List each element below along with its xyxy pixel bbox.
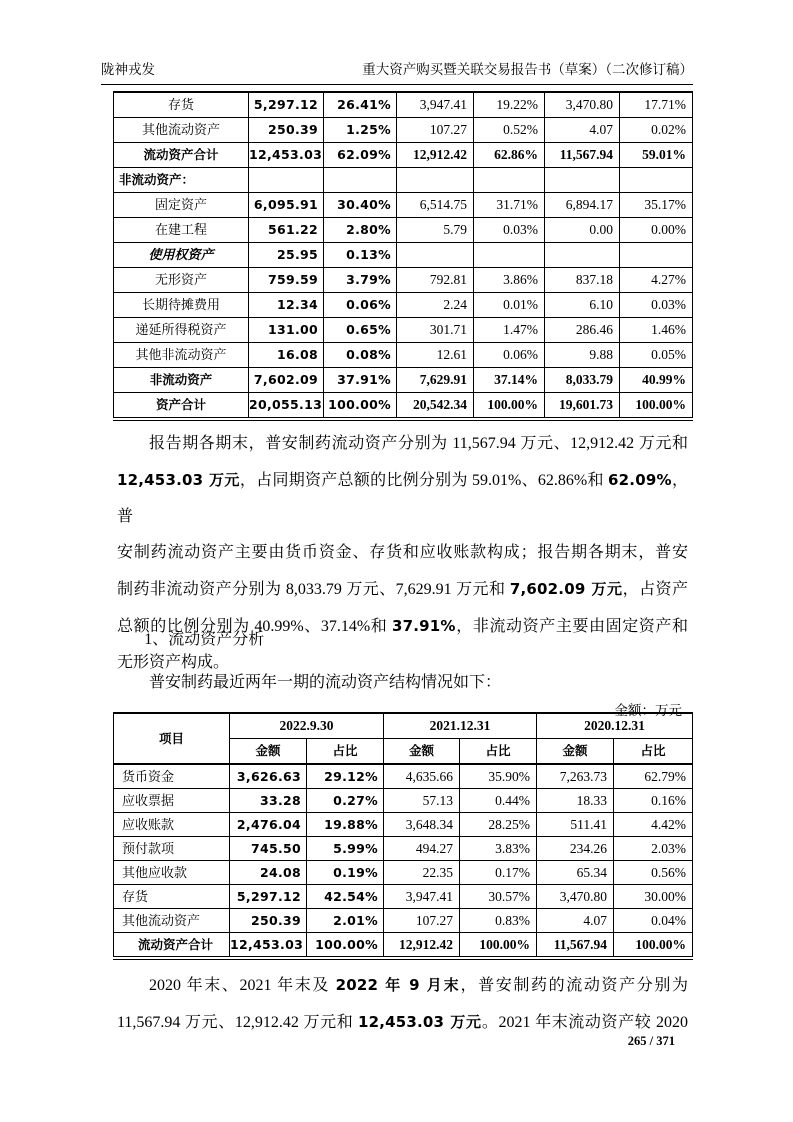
table-cell: 250.39	[230, 909, 307, 933]
page-number: 265 / 371	[627, 1034, 675, 1048]
col-header-period-2022: 2022.9.30	[230, 713, 384, 739]
table-cell: 17.71%	[620, 92, 693, 118]
table-cell: 12,453.03	[230, 933, 307, 959]
col-header-ratio: 占比	[460, 739, 537, 765]
table-cell: 511.41	[537, 813, 614, 837]
table-cell: 26.41%	[324, 92, 397, 118]
table-cell: 30.57%	[460, 885, 537, 909]
table-cell: 12.34	[249, 293, 324, 318]
table-row	[114, 318, 693, 343]
table-row	[114, 764, 693, 789]
table-cell: 6,095.91	[249, 193, 324, 218]
table-cell: 6,894.17	[545, 193, 620, 218]
table-cell: 234.26	[537, 837, 614, 861]
table-cell: 3.79%	[324, 268, 397, 293]
table-cell: 100.00%	[324, 393, 397, 420]
row-label: 其他流动资产	[114, 909, 230, 933]
paragraph-line: 安制药流动资产主要由货币资金、存货和应收账款构成；报告期各期末，普安	[117, 544, 688, 561]
table-cell: 12,912.42	[384, 933, 460, 959]
table-cell: 4.42%	[614, 813, 693, 837]
table-cell: 5.99%	[307, 837, 384, 861]
row-label: 长期待摊费用	[114, 293, 249, 318]
table-cell: 3,947.41	[397, 92, 474, 118]
table-cell: 100.00%	[460, 933, 537, 959]
table-cell: 4.27%	[620, 268, 693, 293]
table-cell: 6.10	[545, 293, 620, 318]
table-cell	[474, 243, 545, 268]
table-cell: 7,629.91	[397, 368, 474, 393]
row-label: 货币资金	[114, 764, 230, 789]
table-cell: 57.13	[384, 789, 460, 813]
current-assets-table-body	[114, 764, 693, 958]
table-cell: 22.35	[384, 861, 460, 885]
asset-structure-table	[113, 91, 693, 421]
table-row	[114, 789, 693, 813]
col-header-period-2021: 2021.12.31	[384, 713, 537, 739]
table-cell: 31.71%	[474, 193, 545, 218]
table-cell	[397, 168, 474, 193]
table-cell: 12,453.03	[249, 143, 324, 168]
table-cell: 20,055.13	[249, 393, 324, 420]
table-cell: 0.06%	[324, 293, 397, 318]
table-row	[114, 837, 693, 861]
unit-label: 金额：万元	[614, 703, 682, 718]
table-cell: 19,601.73	[545, 393, 620, 420]
table-cell: 40.99%	[620, 368, 693, 393]
table-cell: 0.05%	[620, 343, 693, 368]
paragraph-line: 12,453.03 万元，占同期资产总额的比例分别为 59.01%、62.86%和 62.09%，普	[117, 471, 688, 525]
table-row	[114, 909, 693, 933]
table-cell: 0.00	[545, 218, 620, 243]
table-row	[114, 193, 693, 218]
table-cell: 286.46	[545, 318, 620, 343]
closing-paragraph	[117, 967, 688, 1041]
table-cell	[545, 243, 620, 268]
row-label: 流动资产合计	[114, 933, 230, 959]
col-header-ratio: 占比	[614, 739, 693, 765]
col-header-item: 项目	[114, 713, 230, 764]
table-cell: 35.90%	[460, 764, 537, 789]
asset-structure-table-body	[114, 92, 693, 419]
table-cell: 29.12%	[307, 764, 384, 789]
table-cell: 12.61	[397, 343, 474, 368]
table-cell: 3,470.80	[537, 885, 614, 909]
table-cell: 0.06%	[474, 343, 545, 368]
table-cell: 20,542.34	[397, 393, 474, 420]
table-cell: 11,567.94	[537, 933, 614, 959]
paragraph-line: 11,567.94 万元、12,912.42 万元和 12,453.03 万元。2021 年末流动资产较 2020	[117, 1013, 688, 1031]
table-cell: 0.03%	[620, 293, 693, 318]
table-cell: 3,947.41	[384, 885, 460, 909]
table-cell: 0.16%	[614, 789, 693, 813]
table-cell: 0.13%	[324, 243, 397, 268]
row-label: 应收账款	[114, 813, 230, 837]
table-row	[114, 885, 693, 909]
table-cell: 5,297.12	[230, 885, 307, 909]
section-intro: 普安制药最近两年一期的流动资产结构情况如下：	[149, 674, 502, 691]
table-cell: 131.00	[249, 318, 324, 343]
table-cell: 0.04%	[614, 909, 693, 933]
table-cell: 18.33	[537, 789, 614, 813]
row-label: 固定资产	[114, 193, 249, 218]
row-label: 非流动资产	[114, 368, 249, 393]
table-cell: 3,626.63	[230, 764, 307, 789]
table-cell: 28.25%	[460, 813, 537, 837]
table-cell: 62.09%	[324, 143, 397, 168]
table-cell: 62.86%	[474, 143, 545, 168]
table-cell: 0.17%	[460, 861, 537, 885]
row-label: 递延所得税资产	[114, 318, 249, 343]
table-cell: 0.02%	[620, 118, 693, 143]
table-cell: 0.08%	[324, 343, 397, 368]
table-cell: 3.86%	[474, 268, 545, 293]
table-cell: 5,297.12	[249, 92, 324, 118]
table-cell: 2.01%	[307, 909, 384, 933]
table-cell: 4.07	[545, 118, 620, 143]
row-label: 使用权资产	[114, 243, 249, 268]
table-cell	[397, 243, 474, 268]
table-cell: 24.08	[230, 861, 307, 885]
table-cell: 12,912.42	[397, 143, 474, 168]
table-cell: 837.18	[545, 268, 620, 293]
table-cell: 100.00%	[620, 393, 693, 420]
table-cell: 2.24	[397, 293, 474, 318]
table-cell: 250.39	[249, 118, 324, 143]
table-cell: 0.44%	[460, 789, 537, 813]
row-label: 应收票据	[114, 789, 230, 813]
row-label: 存货	[114, 92, 249, 118]
row-label: 其他非流动资产	[114, 343, 249, 368]
page-header	[101, 58, 693, 85]
paragraph-line: 总额的比例分别为 40.99%、37.14%和 37.91%，非流动资产主要由固定资产和	[117, 617, 688, 635]
table-cell: 301.71	[397, 318, 474, 343]
table-cell: 25.95	[249, 243, 324, 268]
table-cell: 2,476.04	[230, 813, 307, 837]
col-header-ratio: 占比	[307, 739, 384, 765]
header-report-title: 重大资产购买暨关联交易报告书（草案）（二次修订稿）	[362, 62, 693, 77]
table-cell: 9.88	[545, 343, 620, 368]
table-cell: 19.22%	[474, 92, 545, 118]
table-cell: 3,470.80	[545, 92, 620, 118]
section-heading: 1、流动资产分析	[144, 631, 265, 648]
table-cell: 37.91%	[324, 368, 397, 393]
table-cell	[620, 168, 693, 193]
table-cell: 7,263.73	[537, 764, 614, 789]
table-row	[114, 143, 693, 168]
table-cell: 0.56%	[614, 861, 693, 885]
paragraph-line: 报告期各期末，普安制药流动资产分别为 11,567.94 万元、12,912.42 万元和	[149, 435, 688, 452]
table-cell: 35.17%	[620, 193, 693, 218]
paragraph-line: 2020 年末、2021 年末及 2022 年 9 月末，普安制药的流动资产分别为	[149, 976, 688, 994]
table-cell: 0.03%	[474, 218, 545, 243]
table-cell: 745.50	[230, 837, 307, 861]
table-cell: 3,648.34	[384, 813, 460, 837]
table-cell: 30.40%	[324, 193, 397, 218]
col-header-amount: 金额	[537, 739, 614, 765]
paragraph-line: 制药非流动资产分别为 8,033.79 万元、7,629.91 万元和 7,602.09 万元，占资产	[117, 580, 688, 598]
table-cell: 0.01%	[474, 293, 545, 318]
table-cell: 1.47%	[474, 318, 545, 343]
table-row	[114, 933, 693, 959]
table-cell: 30.00%	[614, 885, 693, 909]
table-cell: 100.00%	[307, 933, 384, 959]
table-cell: 107.27	[384, 909, 460, 933]
table-cell	[620, 243, 693, 268]
col-header-period-2020: 2020.12.31	[537, 713, 693, 739]
table-cell: 19.88%	[307, 813, 384, 837]
table-row	[114, 813, 693, 837]
row-label: 流动资产合计	[114, 143, 249, 168]
table-row	[114, 243, 693, 268]
table-cell: 33.28	[230, 789, 307, 813]
table-cell: 3.83%	[460, 837, 537, 861]
table-row	[114, 861, 693, 885]
current-assets-table	[113, 712, 693, 960]
col-header-amount: 金额	[230, 739, 307, 765]
paragraph-line: 无形资产构成。	[117, 654, 230, 671]
table-cell: 1.46%	[620, 318, 693, 343]
table-cell: 62.79%	[614, 764, 693, 789]
table-cell: 11,567.94	[545, 143, 620, 168]
table-cell	[249, 168, 324, 193]
row-label: 其他流动资产	[114, 118, 249, 143]
current-assets-table-header	[114, 713, 693, 764]
table-row	[114, 393, 693, 420]
row-label: 非流动资产：	[114, 168, 249, 193]
table-cell: 16.08	[249, 343, 324, 368]
row-label: 无形资产	[114, 268, 249, 293]
table-row	[114, 343, 693, 368]
table-cell: 0.52%	[474, 118, 545, 143]
table-cell	[324, 168, 397, 193]
table-cell: 2.03%	[614, 837, 693, 861]
table-cell: 0.19%	[307, 861, 384, 885]
row-label: 存货	[114, 885, 230, 909]
row-label: 预付款项	[114, 837, 230, 861]
table-cell: 8,033.79	[545, 368, 620, 393]
table-cell: 494.27	[384, 837, 460, 861]
table-cell: 100.00%	[614, 933, 693, 959]
table-row	[114, 293, 693, 318]
table-row	[114, 268, 693, 293]
table-cell: 2.80%	[324, 218, 397, 243]
table-row	[114, 118, 693, 143]
table-cell: 1.25%	[324, 118, 397, 143]
table-cell: 0.83%	[460, 909, 537, 933]
table-cell: 59.01%	[620, 143, 693, 168]
table-cell: 759.59	[249, 268, 324, 293]
table-cell: 0.27%	[307, 789, 384, 813]
row-label: 其他应收款	[114, 861, 230, 885]
table-cell: 0.00%	[620, 218, 693, 243]
header-company: 陇神戎发	[101, 62, 155, 77]
table-cell	[474, 168, 545, 193]
table-cell: 5.79	[397, 218, 474, 243]
table-cell: 561.22	[249, 218, 324, 243]
table-row	[114, 218, 693, 243]
table-row	[114, 368, 693, 393]
table-cell: 7,602.09	[249, 368, 324, 393]
table-row	[114, 168, 693, 193]
table-row	[114, 92, 693, 118]
table-cell: 42.54%	[307, 885, 384, 909]
table-cell	[545, 168, 620, 193]
table-cell: 65.34	[537, 861, 614, 885]
table-cell: 107.27	[397, 118, 474, 143]
row-label: 资产合计	[114, 393, 249, 420]
col-header-amount: 金额	[384, 739, 460, 765]
table-cell: 100.00%	[474, 393, 545, 420]
row-label: 在建工程	[114, 218, 249, 243]
table-cell: 4,635.66	[384, 764, 460, 789]
table-cell: 792.81	[397, 268, 474, 293]
table-cell: 6,514.75	[397, 193, 474, 218]
table-cell: 0.65%	[324, 318, 397, 343]
table-cell: 37.14%	[474, 368, 545, 393]
table-cell: 4.07	[537, 909, 614, 933]
